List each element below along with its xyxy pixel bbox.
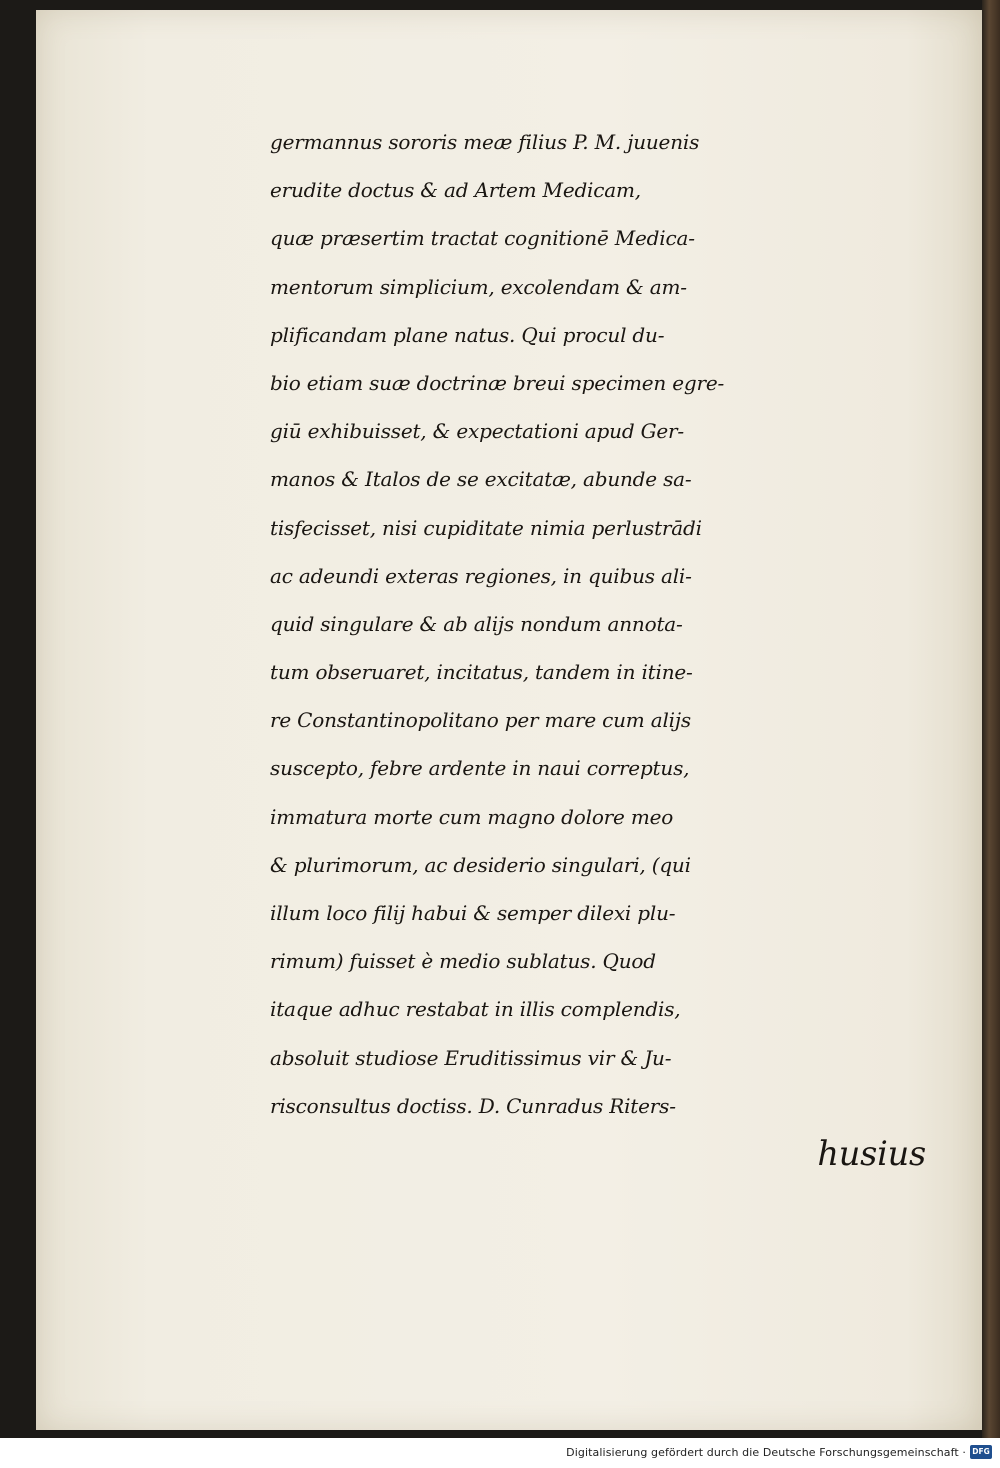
text-line: giū exhibuisset, & expectationi apud Ger- [270, 419, 684, 444]
text-line: quæ præsertim tractat cognitionē Medica- [270, 226, 695, 251]
text-line: re Constantinopolitano per mare cum alijs [270, 708, 691, 733]
text-line: bio etiam suæ doctrinæ breui specimen egre- [270, 370, 725, 395]
text-line: itaque adhuc restabat in illis complendis, [270, 997, 681, 1022]
text-line: absoluit studiose Eruditissimus vir & Ju- [270, 1045, 672, 1070]
text-line: manos & Italos de se excitatæ, abunde sa- [270, 467, 692, 492]
dfg-logo-icon: DFG [970, 1445, 992, 1459]
text-line: ac adeundi exteras regiones, in quibus ali- [270, 563, 692, 588]
funding-credit: Digitalisierung gefördert durch die Deutsche Forschungsgemeinschaft · [566, 1446, 966, 1459]
text-line: immatura morte cum magno dolore meo [270, 804, 674, 829]
text-line: & plurimorum, ac desiderio singulari, (qui [270, 852, 691, 877]
book-edge [982, 0, 1000, 1438]
text-line: risconsultus doctiss. D. Cunradus Riters- [270, 1093, 676, 1118]
footer-bar [0, 1438, 1000, 1468]
text-line: plificandam plane natus. Qui procul du- [270, 322, 665, 347]
text-line: quid singulare & ab alijs nondum annota- [270, 611, 683, 636]
text-line: rimum) fuisset è medio sublatus. Quod [270, 949, 656, 974]
text-line: erudite doctus & ad Artem Medicam, [270, 178, 641, 203]
text-line: germannus sororis meæ filius P. M. juuenis [270, 130, 700, 154]
text-line: illum loco filij habui & semper dilexi plu- [270, 901, 676, 925]
page-text [270, 118, 950, 1178]
catchword: husius [817, 1133, 926, 1173]
text-line: tisfecisset, nisi cupiditate nimia perlustrādi [270, 515, 702, 540]
text-line: suscepto, febre ardente in naui correptus, [270, 756, 690, 781]
text-line: tum obseruaret, incitatus, tandem in itine- [270, 660, 693, 685]
text-line: mentorum simplicium, excolendam & am- [270, 274, 687, 299]
